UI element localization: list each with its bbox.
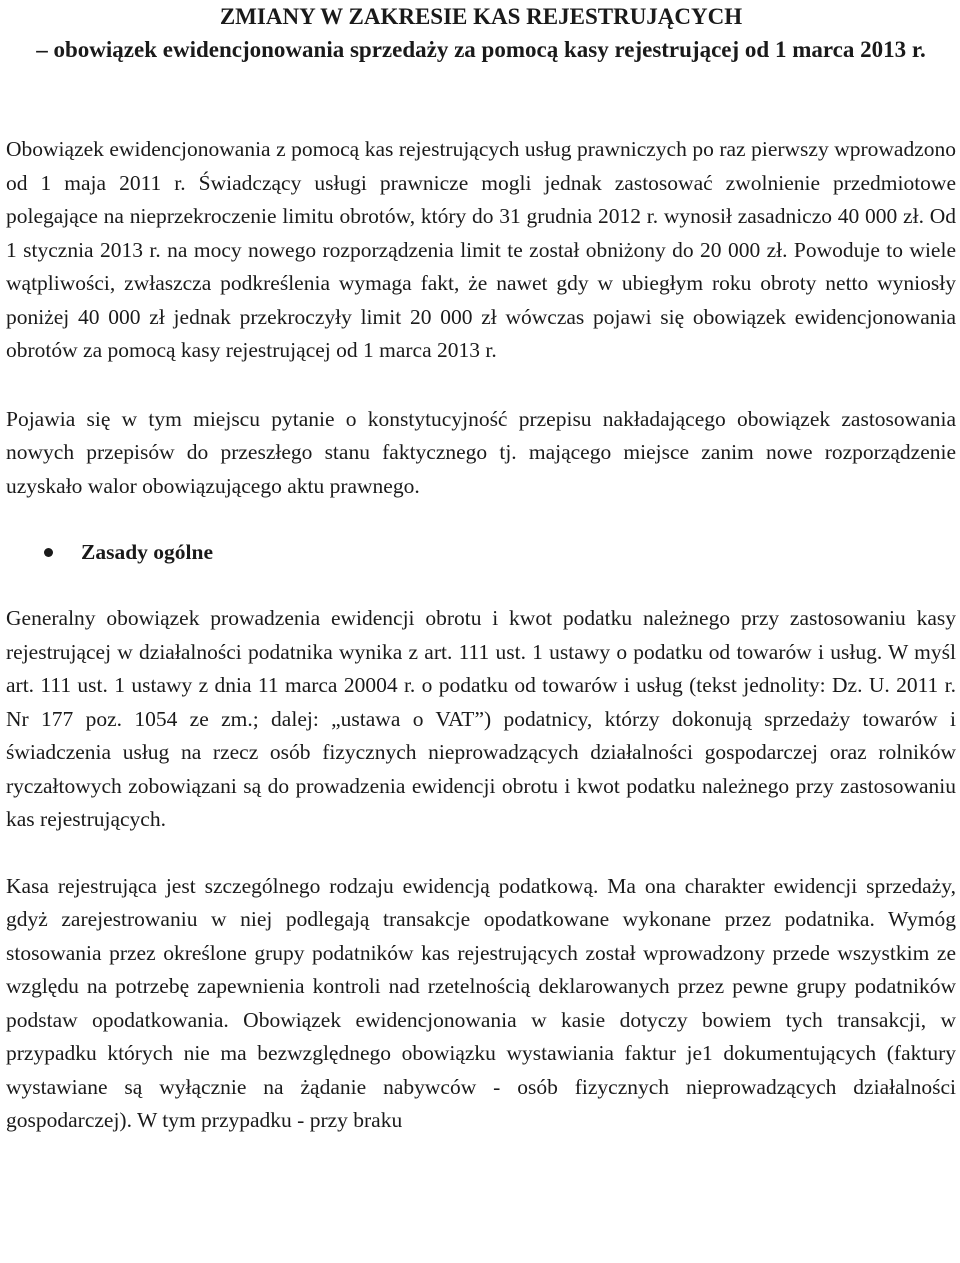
- paragraph-3: Generalny obowiązek prowadzenia ewidencji obrotu i kwot podatku należnego przy zastosowaniu kasy rejestrującej w działalności podatnika wynika z art. 111 ust. 1 ustawy o podatku od towarów i usług. W myśl art. 111 ust. 1 ustawy z dnia 11 marca 20004 r. o podatku od towarów i usług (tekst jednolity: Dz. U. 2011 r. Nr 177 poz. 1054 ze zm.; dalej: „ustawa o VAT”) podatnicy, którzy dokonują sprzedaży towarów i świadczenia usług na rzecz osób fizycznych nieprowadzących działalności gospodarczej oraz rolników ryczałtowych zobowiązani są do prowadzenia ewidencji obrotu i kwot podatku należnego przy zastosowaniu kas rejestrujących.: [6, 606, 956, 831]
- paragraph-4: [6, 870, 956, 1138]
- document-page: [6, 0, 956, 1138]
- document-title: [6, 0, 956, 66]
- title-line-1: ZMIANY W ZAKRESIE KAS REJESTRUJĄCYCH: [219, 4, 743, 29]
- section-heading: [6, 536, 956, 569]
- paragraph-1: Obowiązek ewidencjonowania z pomocą kas rejestrujących usług prawniczych po raz pierwszy wprowadzono od 1 maja 2011 r. Świadczący usługi prawnicze mogli jednak zastosować zwolnienie przedmiotowe polegające na nieprzekroczenie limitu obrotów, który do 31 grudnia 2012 r. wynosił zasadniczo 40 000 zł. Od 1 stycznia 2013 r. na mocy nowego rozporządzenia limit te został obniżony do 20 000 zł. Powoduje to wiele wątpliwości, zwłaszcza podkreślenia wymaga fakt, że nawet gdy w ubiegłym roku obroty netto wyniosły poniżej 40 000 zł jednak przekroczyły limit 20 000 zł wówczas pojawi się obowiązek ewidencjonowania obrotów za pomocą kasy rejestrującej od 1 marca 2013 r.: [6, 137, 956, 362]
- paragraph-4-text: Kasa rejestrująca jest szczególnego rodzaju ewidencją podatkową. Ma ona charakter ewidencji sprzedaży, gdyż zarejestrowaniu w niej podlegają transakcje opodatkowane wykonane przez podatnika. Wymóg stosowania przez określone grupy podatników kas rejestrujących został wprowadzony przede wszystkim ze względu na potrzebę zapewnienia kontroli nad rzetelnością deklarowanych przez pewne grupy podatników podstaw opodatkowania. Obowiązek ewidencjonowania w kasie dotyczy bowiem tych transakcji, w przypadku których nie ma bezwzględnego obowiązku wystawiania faktur je: [6, 873, 956, 1065]
- bullet-icon: [44, 548, 53, 557]
- title-line-2: – obowiązek ewidencjonowania sprzedaży za pomocą kasy rejestrującej od 1 marca 2013 r.: [36, 37, 926, 62]
- section-heading-text: Zasady ogólne: [81, 540, 214, 564]
- footnote-marker[interactable]: 1: [702, 1041, 713, 1065]
- paragraph-4-continuation: dokumentujących (faktury wystawiane są wyłącznie na żądanie nabywców - osób fizycznych nieprowadzących działalności gospodarczej). W tym przypadku - przy braku: [6, 1041, 957, 1132]
- paragraph-2: Pojawia się w tym miejscu pytanie o konstytucyjność przepisu nakładającego obowiązek zastosowania nowych przepisów do przeszłego stanu faktycznego tj. mającego miejsce zanim nowe rozporządzenie uzyskało walor obowiązującego aktu prawnego.: [6, 406, 956, 498]
